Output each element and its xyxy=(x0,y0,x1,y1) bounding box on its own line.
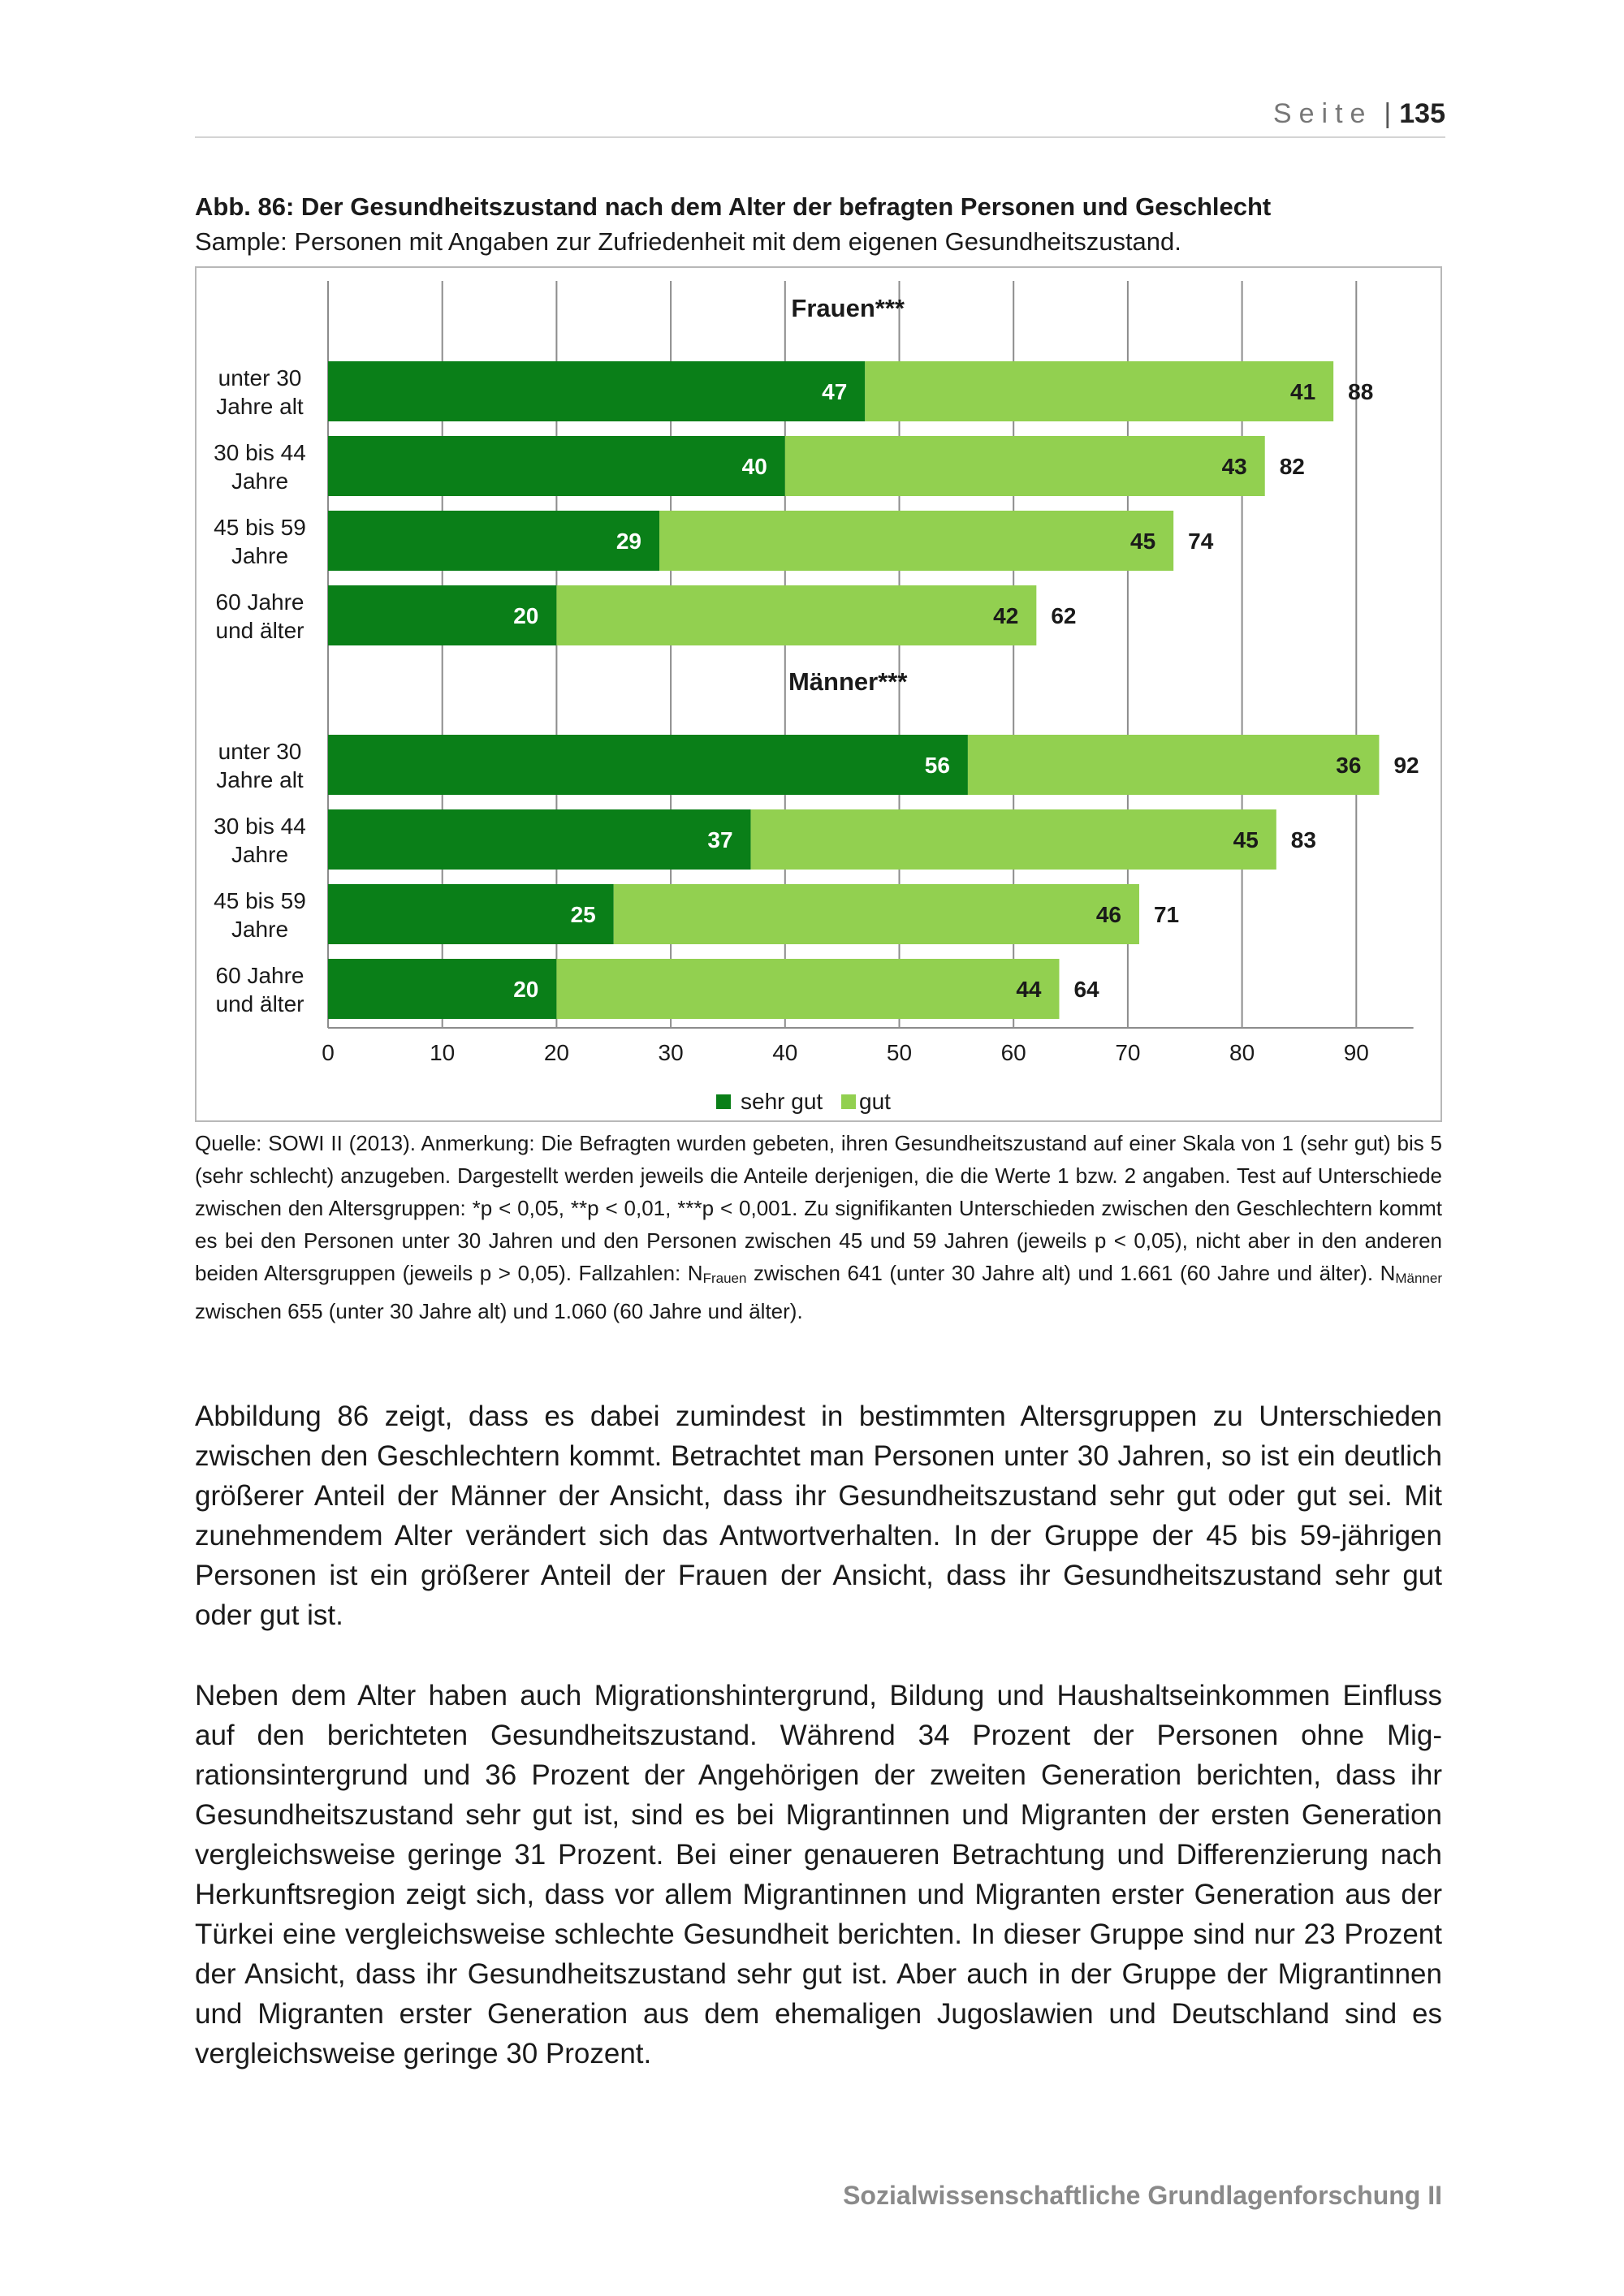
data-label-sehr-gut: 40 xyxy=(741,454,767,479)
x-tick-label-80: 80 xyxy=(1229,1040,1255,1065)
figure-title: Abb. 86: Der Gesundheitszustand nach dem Alter der befragten Personen und Geschlecht xyxy=(195,192,1272,221)
category-label-line2: Jahre xyxy=(231,842,289,867)
category-label-line2: und älter xyxy=(215,991,304,1016)
data-label-sehr-gut: 29 xyxy=(615,529,642,554)
note-text-2: zwischen 641 (unter 30 Jahre alt) und 1.661 (60 Jahre und älter). N xyxy=(746,1261,1396,1285)
bar-sehr-gut xyxy=(328,511,659,571)
x-tick-label-0: 0 xyxy=(322,1040,335,1065)
category-label-line1: 45 bis 59 xyxy=(214,515,306,540)
category-label-line1: unter 30 xyxy=(218,365,302,391)
category-label-line2: Jahre xyxy=(231,468,289,494)
bar-gut xyxy=(785,436,1265,496)
bar-sehr-gut xyxy=(328,436,785,496)
data-label-gut: 43 xyxy=(1221,454,1247,479)
x-tick-label-60: 60 xyxy=(1000,1040,1026,1065)
note-text-1: Quelle: SOWI II (2013). Anmerkung: Die Befragten wurden gebeten, ihren Gesundheitszustand auf einer Skala von 1 (sehr gut) bis 5 (sehr schlecht) anzugeben. Dargestellt werden jeweils die Anteile derjenigen, die die Werte 1 bzw. 2 angaben. Test auf Unterschiede zwischen den Altersgruppen: *p < 0,05, **p < 0,01, ***p < 0,001. Zu signifikanten Unterschieden zwischen den Geschlechtern kommt es bei den Personen unter 30 Jahren und den Personen zwischen 45 und 59 Jahren (jeweils p < 0,05), nicht aber in den anderen beiden Altersgruppen (jeweils p > 0,05). Fallzahlen: N xyxy=(195,1131,1442,1285)
bar-sehr-gut xyxy=(328,361,865,421)
data-label-total: 82 xyxy=(1279,454,1305,479)
data-label-gut: 46 xyxy=(1095,902,1121,927)
page-header-separator: | xyxy=(1384,97,1392,129)
page-header-label: Seite xyxy=(1272,97,1373,129)
bar-gut xyxy=(659,511,1173,571)
data-label-sehr-gut: 25 xyxy=(570,902,596,927)
x-tick-label-70: 70 xyxy=(1115,1040,1141,1065)
category-label-line2: Jahre alt xyxy=(216,767,304,792)
note-subscript-frauen: Frauen xyxy=(702,1271,747,1286)
data-label-total: 71 xyxy=(1153,902,1180,927)
category-label-line2: Jahre alt xyxy=(216,394,304,419)
category-label-line2: Jahre xyxy=(231,543,289,568)
data-label-total: 92 xyxy=(1393,753,1419,778)
category-label-line1: 30 bis 44 xyxy=(214,440,306,465)
note-subscript-maenner: Männer xyxy=(1395,1271,1442,1286)
bar-sehr-gut xyxy=(328,809,751,870)
category-label-line1: 60 Jahre xyxy=(215,589,304,615)
x-tick-label-30: 30 xyxy=(658,1040,684,1065)
data-label-sehr-gut: 47 xyxy=(822,379,848,404)
note-text-3: zwischen 655 (unter 30 Jahre alt) und 1.060 (60 Jahre und älter). xyxy=(195,1299,803,1323)
data-label-gut: 42 xyxy=(993,603,1019,628)
data-label-gut: 45 xyxy=(1130,529,1156,554)
figure-subtitle: Sample: Personen mit Angaben zur Zufriedenheit mit dem eigenen Gesundheitszustand. xyxy=(195,227,1181,256)
data-label-gut: 41 xyxy=(1290,379,1316,404)
data-label-sehr-gut: 20 xyxy=(513,603,539,628)
bar-gut xyxy=(865,361,1333,421)
body-paragraph-1: Abbildung 86 zeigt, dass es dabei zumindest in bestimmten Altersgruppen zu Unterschieden zwischen den Geschlechtern kommt. Betrachtet man Personen unter 30 Jahren, so ist ein deutlich größerer Anteil der Männer der Ansicht, dass ihr Gesundheitszustand sehr gut oder gut sei. Mit zunehmendem Alter verändert sich das Antwortverhalten. In der Gruppe der 45 bis 59-jährigen Personen ist ein größerer Anteil der Frauen der Ansicht, dass ihr Gesundheitszustand sehr gut oder gut ist. xyxy=(195,1400,1442,1631)
data-label-gut: 45 xyxy=(1233,827,1259,852)
data-label-sehr-gut: 20 xyxy=(513,977,539,1002)
panel-label-maenner: Männer*** xyxy=(788,667,908,696)
chart-frame xyxy=(195,266,1442,1122)
data-label-gut: 36 xyxy=(1336,753,1362,778)
bar-gut xyxy=(614,884,1139,944)
legend-swatch-sehr-gut xyxy=(716,1094,731,1109)
page-footer: Sozialwissenschaftliche Grundlagenforschung II xyxy=(843,2181,1442,2210)
category-label-line2: Jahre xyxy=(231,917,289,942)
bar-gut xyxy=(556,585,1036,645)
panel-label-frauen: Frauen*** xyxy=(791,294,905,322)
bar-gut xyxy=(968,735,1380,795)
data-label-total: 83 xyxy=(1290,827,1316,852)
category-label-line1: 30 bis 44 xyxy=(214,814,306,839)
data-label-total: 64 xyxy=(1073,977,1099,1002)
data-label-total: 62 xyxy=(1051,603,1077,628)
data-label-total: 88 xyxy=(1348,379,1374,404)
x-tick-label-40: 40 xyxy=(772,1040,798,1065)
figure-note xyxy=(195,1127,1442,1327)
category-label-line1: 60 Jahre xyxy=(215,963,304,988)
x-tick-label-20: 20 xyxy=(543,1040,569,1065)
bar-gut xyxy=(556,959,1059,1019)
bar-sehr-gut xyxy=(328,735,968,795)
legend-label-sehr-gut: sehr gut xyxy=(741,1089,823,1114)
x-tick-label-10: 10 xyxy=(430,1040,456,1065)
data-label-sehr-gut: 56 xyxy=(924,753,950,778)
body-paragraph-2: Neben dem Alter haben auch Migrationshintergrund, Bildung und Haushaltseinkommen Einfluss auf den berichteten Gesundheitszustand. Während 34 Prozent der Personen ohne Migrationsintergrund und 36 Prozent der Angehörigen der zweiten Generation berichten, dass ihr Gesundheitszustand sehr gut ist, sind es bei Migrantinnen und Migranten der ersten Generation vergleichsweise geringe 31 Prozent. Bei einer genaueren Betrachtung und Differenzierung nach Herkunftsregion zeigt sich, dass vor allem Migrantinnen und Migranten erster Generation aus der Türkei eine vergleichsweise schlechte Gesundheit berichten. In dieser Gruppe sind nur 23 Prozent der Ansicht, dass ihr Gesundheitszustand sehr gut ist. Aber auch in der Gruppe der Migrantinnen und Migranten erster Generation aus dem ehemaligen Jugoslawien und Deutschland sind es vergleichsweise geringe 30 Prozent. xyxy=(195,1680,1442,2069)
legend-label-gut: gut xyxy=(859,1089,891,1114)
page-number: 135 xyxy=(1399,97,1445,129)
x-tick-label-50: 50 xyxy=(886,1040,913,1065)
category-label-line2: und älter xyxy=(215,618,304,643)
data-label-total: 74 xyxy=(1188,529,1214,554)
bar-chart xyxy=(197,268,1440,1120)
category-label-line1: unter 30 xyxy=(218,739,302,764)
data-label-sehr-gut: 37 xyxy=(707,827,733,852)
page-header xyxy=(195,91,1445,138)
x-tick-label-90: 90 xyxy=(1343,1040,1369,1065)
legend-swatch-gut xyxy=(841,1094,856,1109)
data-label-gut: 44 xyxy=(1016,977,1042,1002)
bar-gut xyxy=(751,809,1276,870)
category-label-line1: 45 bis 59 xyxy=(214,888,306,913)
